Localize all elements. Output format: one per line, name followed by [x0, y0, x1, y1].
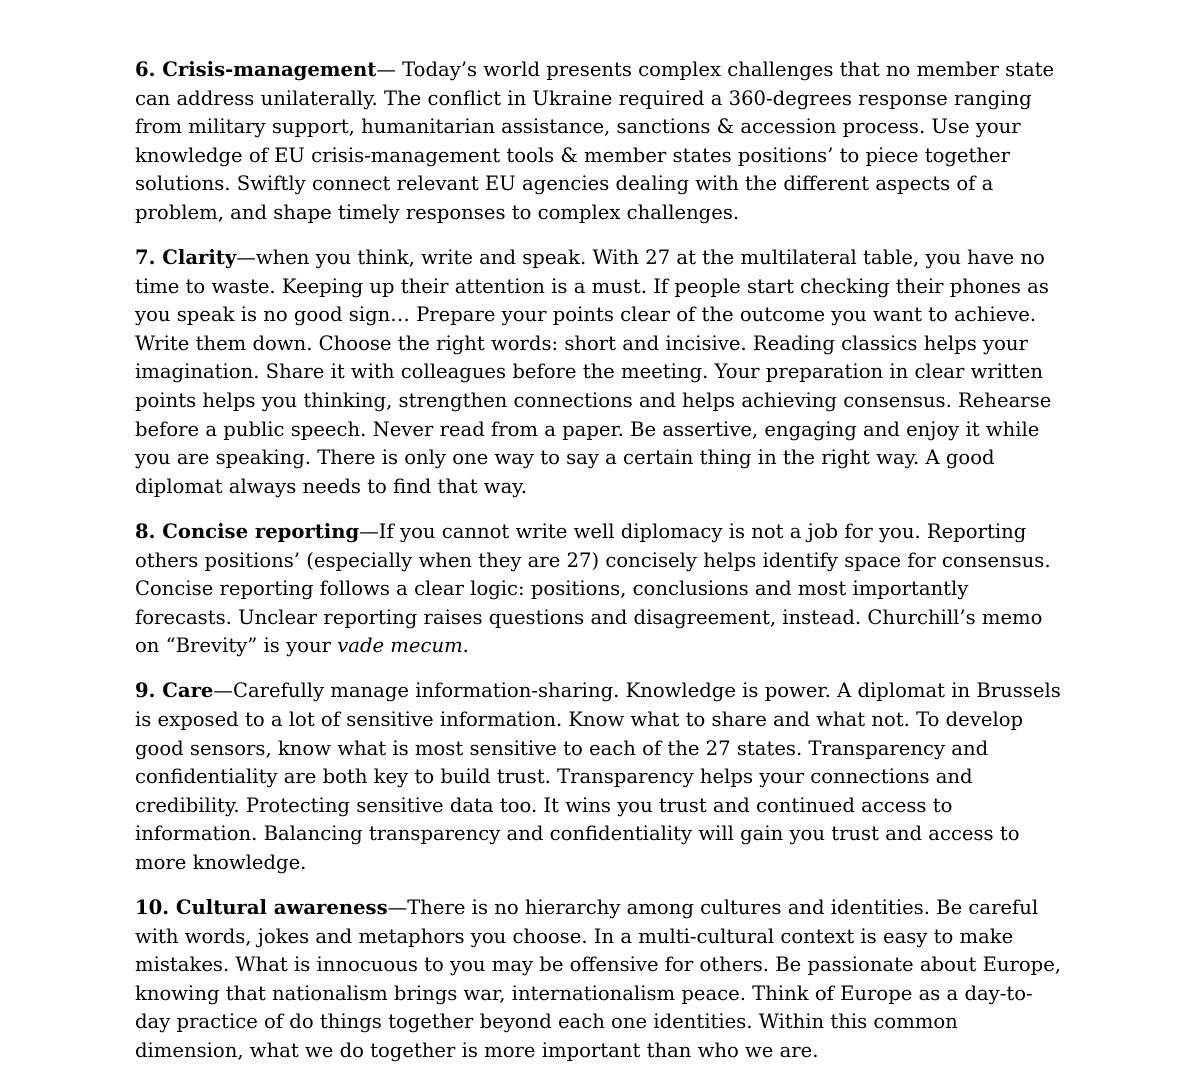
section-heading: 6. Crisis-management: [135, 58, 377, 81]
em-dash: —: [387, 896, 408, 920]
em-dash: —: [236, 246, 256, 270]
em-dash: —: [213, 679, 233, 703]
section-clarity: [135, 244, 1065, 501]
document-page: [135, 56, 1065, 1082]
em-dash: —: [359, 519, 379, 543]
section-body: If you cannot write well diplomacy is not a job for you. Reporting others positions’ (especially when they are 27) concisely helps identify space for consensus. Concise reporting follows a clear logic: positions, conclusions and most importantly forecasts. Unclear reporting raises questions and disagreement, instead. Churchill’s memo on “Brevity” is your: [135, 519, 1051, 658]
section-body: There is no hierarchy among cultures and identities. Be careful with words, jokes and metaphors you choose. In a multi-cultural context is easy to make mistakes. What is innocuous to you may be offensive for others. Be passionate about Europe, knowing that nationalism brings war, internationalism peace. Think of Europe as a day-to-day practice of do things together beyond each one identities. Within this common dimension, what we do together is more important than who we are.: [135, 896, 1062, 1062]
section-heading: 9. Care: [135, 679, 214, 703]
section-body: Carefully manage information-sharing. Knowledge is power. A diplomat in Brussels is exposed to a lot of sensitive information. Know what to share and what not. To develop good sensors, know what is most sensitive to each of the 27 states. Transparency and confidentiality are both key to build trust. Transparency helps your connections and credibility. Protecting sensitive data too. It wins you trust and continued access to information. Balancing transparency and confidentiality will gain you trust and access to more knowledge.: [135, 679, 1061, 874]
italic-phrase: vade mecum: [337, 634, 463, 658]
section-crisis-management: [135, 56, 1065, 228]
em-dash: —: [376, 58, 396, 81]
section-cultural-awareness: [135, 894, 1065, 1066]
section-body-tail: .: [462, 634, 469, 658]
section-heading: 8. Concise reporting: [135, 519, 360, 543]
section-concise-reporting: [135, 518, 1065, 661]
section-heading: 10. Cultural awareness: [135, 896, 388, 920]
section-care: [135, 677, 1065, 877]
section-body: Today’s world presents complex challenges that no member state can address unilaterally. The conflict in Ukraine required a 360-degrees response ranging from military support, humanitarian assistance, sanctions & accession process. Use your knowledge of EU crisis-management tools & member states positions’ to piece together solutions. Swiftly connect relevant EU agencies dealing with the different aspects of a problem, and shape timely responses to complex challenges.: [135, 58, 1055, 224]
section-body: when you think, write and speak. With 27 at the multilateral table, you have no time to waste. Keeping up their attention is a must. If people start checking their phones as you speak is no good sign… Prepare your points clear of the outcome you want to achieve. Write them down. Choose the right words: short and incisive. Reading classics helps your imagination. Share it with colleagues before the meeting. Your preparation in clear written points helps you thinking, strengthen connections and helps achieving consensus. Rehearse before a public speech. Never read from a paper. Be assertive, engaging and enjoy it while you are speaking. There is only one way to say a certain thing in the right way. A good diplomat always needs to find that way.: [135, 246, 1052, 498]
section-heading: 7. Clarity: [135, 246, 237, 270]
